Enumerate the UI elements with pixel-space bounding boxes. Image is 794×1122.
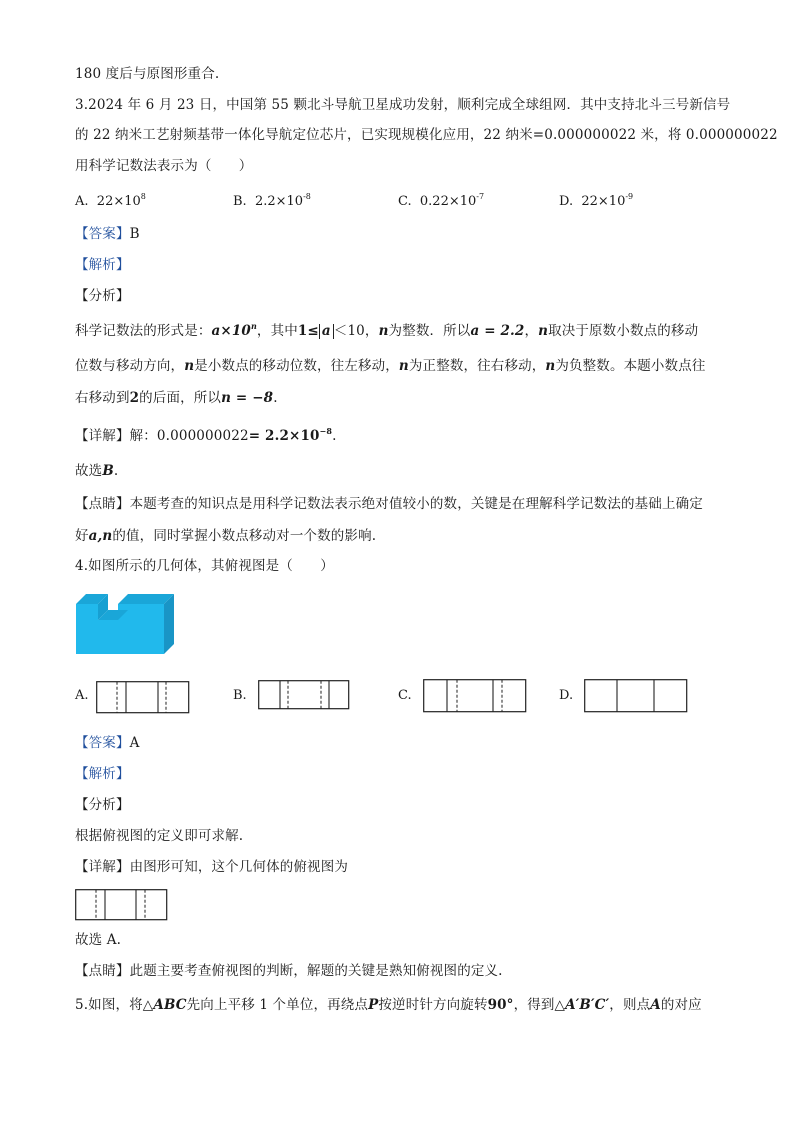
q4-option-d-label: D. (559, 688, 574, 703)
q3-fenxi-tag: 【分析】 (75, 288, 130, 304)
q3-comment-line-1: 【点睛】本题考查的知识点是用科学记数法表示绝对值较小的数，关键是在理解科学记数法的基础上确定 (75, 496, 703, 512)
q3-stem-line-2: 的 22 纳米工艺射频基带一体化导航定位芯片，已实现规模化应用，22 纳米=0.000000022 米，将 0.000000022 (75, 127, 778, 143)
q4-option-c-label: C. (398, 688, 412, 703)
q4-option-b-figure (258, 680, 350, 710)
q3-option-d: D. $22\times 10^{-9}$ (559, 192, 634, 209)
q4-option-a-label: A. (75, 688, 89, 703)
q4-option-d-figure (584, 679, 688, 713)
answer-tag: 【答案】 (75, 735, 130, 751)
q3-fenxi-line-2: 位数与移动方向，n是小数点的移动位数，往左移动，n为正整数，往右移动，n为负整数。本题小数点往 (75, 358, 706, 374)
q5-stem: 5.如图，将△ABC先向上平移 1 个单位，再绕点P按逆时针方向旋转90°，得到△A′B′C′，则点A的对应 (75, 997, 702, 1013)
answer-value: B (129, 226, 140, 242)
q4-analysis-tag: 【解析】 (75, 766, 130, 782)
answer-value: A (129, 735, 140, 751)
q4-detail: 【详解】由图形可知，这个几何体的俯视图为 (75, 859, 349, 875)
q3-option-b: B. $2.2\times 10^{-8}$ (233, 192, 311, 209)
q3-detail: 【详解】解：$0.000000022= 2.2\times 10^{-8}$. (75, 426, 337, 444)
geometric-solid-figure (76, 594, 176, 654)
q4-option-c-figure (423, 679, 527, 713)
q3-stem-line-1: 3.2024 年 6 月 23 日，中国第 55 颗北斗导航卫星成功发射，顺利完成全球组网．其中支持北斗三号新信号 (75, 97, 731, 113)
q3-stem-line-3: 用科学记数法表示为（ ） (75, 158, 253, 174)
q3-analysis-tag: 【解析】 (75, 257, 130, 273)
q4-fenxi: 根据俯视图的定义即可求解. (75, 828, 244, 844)
q4-comment: 【点睛】此题主要考查俯视图的判断，解题的关键是熟知俯视图的定义. (75, 963, 503, 979)
q4-choose: 故选 A. (75, 932, 122, 948)
q3-comment-line-2: 好a,n的值，同时掌握小数点移动对一个数的影响. (75, 528, 377, 544)
q3-fenxi-line-3: 右移动到2的后面，所以n = −8. (75, 390, 278, 406)
answer-tag: 【答案】 (75, 226, 130, 242)
q4-answer (75, 733, 725, 753)
q3-fenxi-line-1: 科学记数法的形式是：$a\times 10^n$，其中1≤ a ＜10，n为整数．所以a = 2.2，n取决于原数小数点的移动 (75, 321, 699, 339)
q4-detail-figure (75, 889, 168, 921)
intro-line: 180 度后与原图形重合. (75, 66, 220, 82)
q3-option-a: A. $22\times 10^8$ (75, 192, 146, 209)
q3-answer (75, 224, 725, 244)
q4-option-a-figure (96, 681, 190, 714)
q3-choose: 故选B. (75, 463, 119, 479)
q4-stem: 4.如图所示的几何体，其俯视图是（ ） (75, 558, 334, 574)
q3-option-c: C. $0.22\times 10^{-7}$ (398, 192, 485, 209)
q4-option-b-label: B. (233, 688, 247, 703)
q4-fenxi-tag: 【分析】 (75, 797, 130, 813)
